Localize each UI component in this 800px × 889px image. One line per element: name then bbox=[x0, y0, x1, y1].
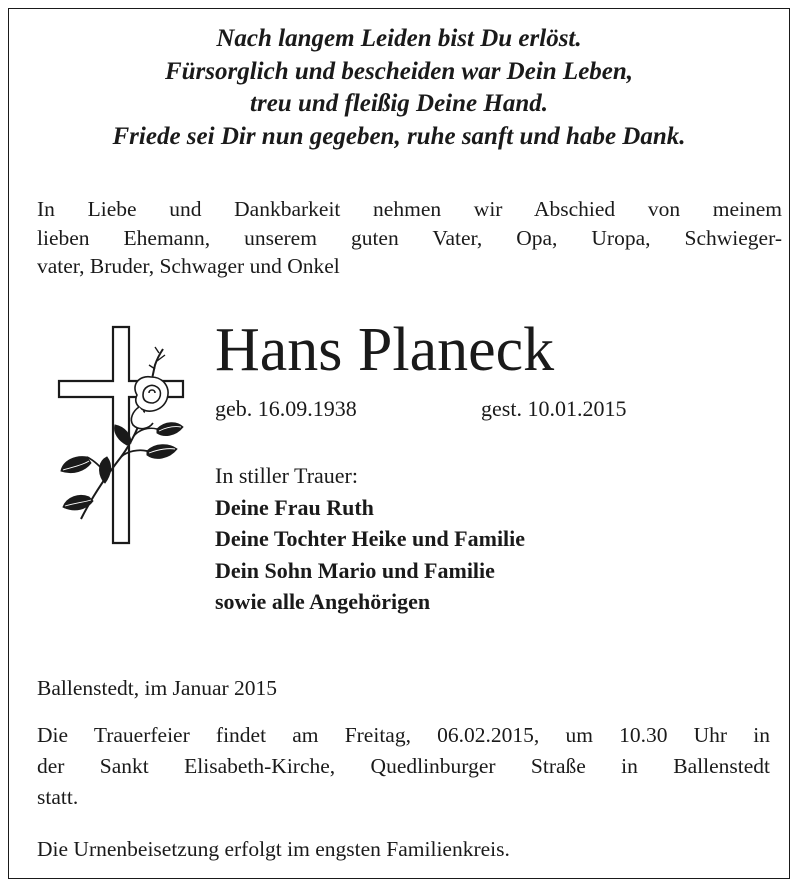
farewell-intro bbox=[37, 195, 782, 281]
deceased-name: Hans Planeck bbox=[215, 316, 555, 384]
funeral-line: Die Trauerfeier findet am Freitag, 06.02.2015, um 10.30 Uhr in bbox=[37, 723, 770, 747]
intro-line: lieben Ehemann, unserem guten Vater, Opa, Uropa, Schwieger- bbox=[37, 225, 782, 250]
mourners-heading: In stiller Trauer: bbox=[215, 463, 358, 488]
funeral-line: der Sankt Elisabeth-Kirche, Quedlinburger Straße in Ballenstedt bbox=[37, 754, 770, 778]
life-dates bbox=[215, 395, 626, 423]
poem-line: treu und fleißig Deine Hand. bbox=[250, 90, 548, 117]
intro-line: In Liebe und Dankbarkeit nehmen wir Abschied von meinem bbox=[37, 197, 782, 221]
mourner-entry: sowie alle Angehörigen bbox=[215, 589, 431, 614]
birth-date: geb. 16.09.1938 bbox=[215, 396, 357, 421]
poem-line: Nach langem Leiden bist Du erlöst. bbox=[216, 25, 582, 52]
mourner-entry: Deine Frau Ruth bbox=[215, 494, 374, 520]
mourner-entry: Deine Tochter Heike und Familie bbox=[215, 526, 526, 551]
funeral-service-info bbox=[37, 720, 770, 813]
funeral-line: statt. bbox=[37, 785, 79, 809]
mourner-entry: Dein Sohn Mario und Familie bbox=[215, 557, 495, 583]
urn-burial-note: Die Urnenbeisetzung erfolgt im engsten Familienkreis. bbox=[37, 837, 510, 861]
death-date: gest. 10.01.2015 bbox=[481, 396, 627, 421]
poem-line: Friede sei Dir nun gegeben, ruhe sanft und habe Dank. bbox=[112, 122, 686, 150]
obituary-notice bbox=[8, 8, 790, 879]
intro-line: vater, Bruder, Schwager und Onkel bbox=[37, 254, 340, 278]
mourners-block bbox=[215, 460, 525, 618]
poem-line: Fürsorglich und bescheiden war Dein Leben, bbox=[164, 57, 634, 85]
place-and-date: Ballenstedt, im Januar 2015 bbox=[37, 676, 278, 700]
memorial-poem bbox=[9, 23, 789, 153]
cross-with-rose-icon bbox=[47, 325, 187, 545]
